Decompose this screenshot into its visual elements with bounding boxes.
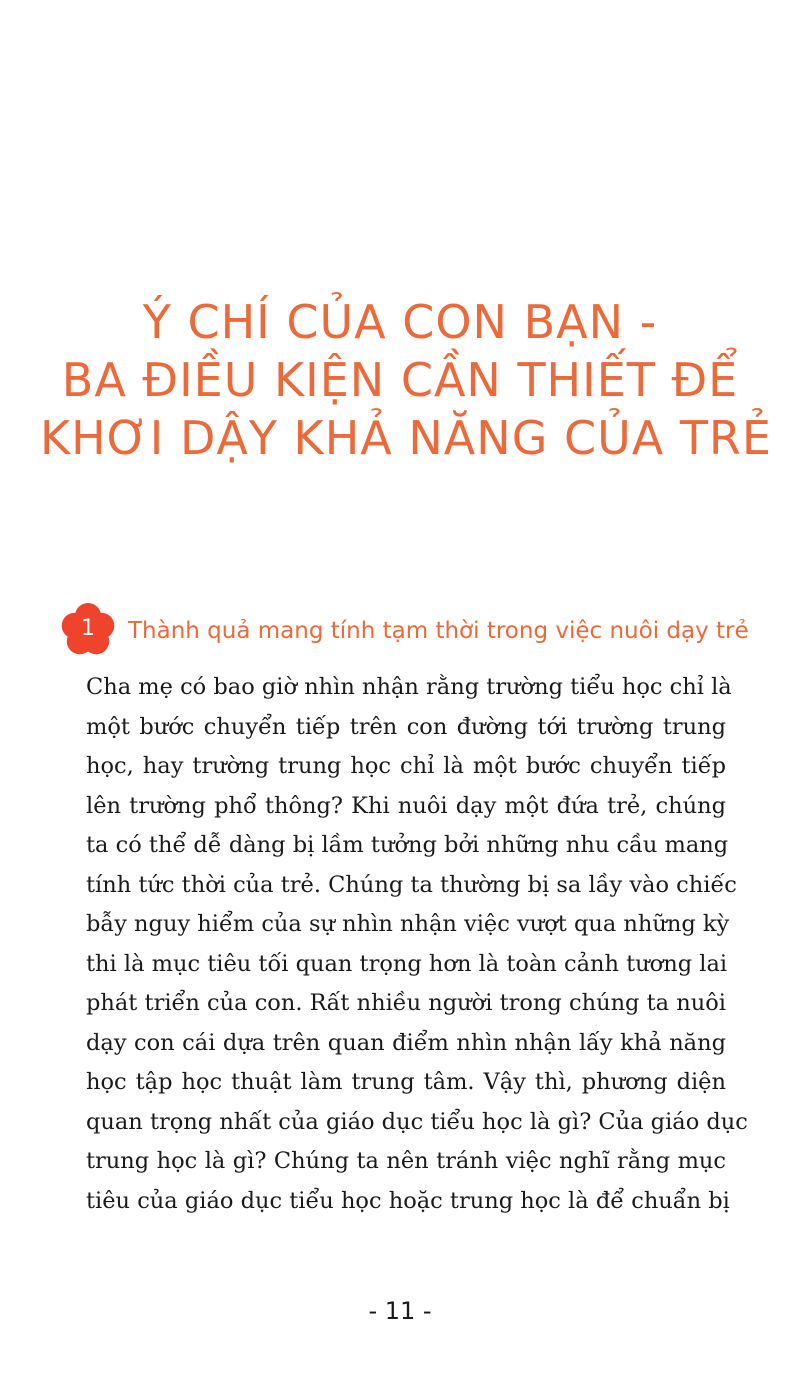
body-line: phát triển của con. Rất nhiều người trong chúng ta nuôi [86,990,726,1016]
body-line: học tập học thuật làm trung tâm. Vậy thì, phương diện [86,1069,726,1095]
body-line: Cha mẹ có bao giờ nhìn nhận rằng trường tiểu học chỉ là [86,674,732,700]
body-line: trung học là gì? Chúng ta nên tránh việc nghĩ rằng mục [86,1148,726,1174]
flower-badge-icon [60,602,116,658]
section-title: Thành quả mang tính tạm thời trong việc nuôi dạy trẻ [128,618,749,644]
body-line: ta có thể dễ dàng bị lầm tưởng bởi những nhu cầu mang [86,832,729,858]
body-line: học, hay trường trung học chỉ là một bước chuyển tiếp [86,753,726,779]
body-line: quan trọng nhất của giáo dục tiểu học là gì? Của giáo dục [86,1108,748,1135]
section-number: 1 [81,616,95,641]
body-line: dạy con cái dựa trên quan điểm nhìn nhận lấy khả năng [86,1029,726,1056]
body-line: thi là mục tiêu tối quan trọng hơn là toàn cảnh tương lai [86,950,728,977]
chapter-title-line: KHƠI DẬY KHẢ NĂNG CỦA TRẺ [40,410,772,465]
chapter-title-line: Ý CHÍ CỦA CON BẠN - [142,294,658,349]
section-heading [60,602,760,662]
body-line: lên trường phổ thông? Khi nuôi dạy một đứa trẻ, chúng [86,792,726,819]
body-line: tính tức thời của trẻ. Chúng ta thường bị sa lầy vào chiếc [86,871,737,898]
body-paragraph [86,668,748,1221]
chapter-title [40,293,772,467]
page-number: - 11 - [368,1297,432,1325]
body-line: một bước chuyển tiếp trên con đường tới trường trung [86,713,726,740]
body-line: tiêu của giáo dục tiểu học hoặc trung học là để chuẩn bị [86,1187,730,1214]
chapter-title-line: BA ĐIỀU KIỆN CẦN THIẾT ĐỂ [61,352,739,407]
body-line: bẫy nguy hiểm của sự nhìn nhận việc vượt qua những kỳ [86,911,730,937]
